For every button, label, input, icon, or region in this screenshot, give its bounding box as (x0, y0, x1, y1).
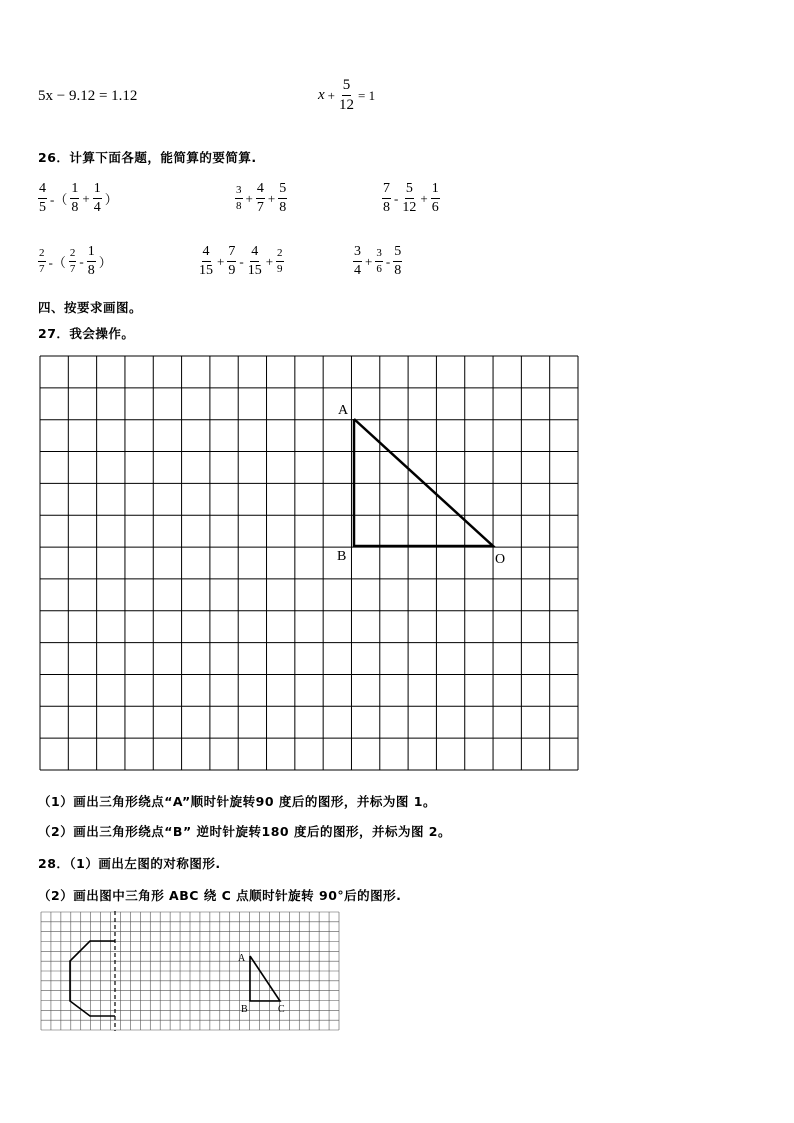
numerator: 7 (382, 182, 391, 199)
q26-expression-5 (198, 245, 284, 278)
q26-expression-1 (38, 182, 119, 215)
numerator: 1 (87, 245, 96, 262)
numerator: 3 (353, 245, 362, 262)
q26-expression-4 (38, 245, 113, 278)
operator: -（ (48, 255, 66, 270)
operator: - (394, 190, 399, 206)
label-b: B (241, 1004, 248, 1015)
numerator: 2 (69, 248, 77, 262)
operator: + (245, 190, 253, 206)
q26-expression-6 (353, 245, 402, 278)
denominator: 6 (431, 200, 439, 215)
q26-expression-2 (235, 182, 287, 215)
fraction (338, 78, 355, 113)
left-half-shape (70, 941, 115, 1016)
operator: - (239, 253, 244, 269)
question-27-title: 27．我会操作。 (38, 326, 135, 341)
equation-1 (38, 88, 137, 105)
equation-2 (318, 78, 376, 113)
q27-grid-figure (39, 355, 581, 773)
numerator: 5 (278, 182, 287, 199)
denominator: 8 (236, 200, 242, 212)
operator: + (265, 253, 274, 269)
operator: - (385, 253, 391, 269)
numerator: 3 (375, 248, 383, 262)
operator: + (267, 190, 276, 206)
operator: + (82, 190, 90, 206)
numerator: 5 (342, 78, 352, 96)
label-b: B (337, 549, 347, 564)
denominator: 15 (247, 263, 262, 278)
numerator: 7 (227, 245, 236, 262)
numerator: 3 (235, 185, 243, 199)
denominator: 12 (339, 97, 355, 113)
label-c: C (278, 1004, 285, 1015)
operator: -（ (50, 192, 68, 207)
operator: + (217, 253, 225, 269)
question-28-title: 28．（1）画出左图的对称图形. (38, 856, 221, 871)
numerator: 2 (38, 248, 46, 262)
q27-task-2: （2）画出三角形绕点“B” 逆时针旋转180 度后的图形，并标为图 2。 (38, 824, 452, 839)
q26-expression-3 (382, 182, 440, 215)
operator: + (420, 190, 428, 206)
denominator: 8 (383, 200, 390, 215)
triangle-abc (250, 956, 280, 1001)
denominator: 8 (394, 263, 402, 278)
numerator: 1 (431, 182, 440, 199)
denominator: 8 (87, 263, 95, 278)
plus-sign: + (327, 87, 336, 103)
denominator: 12 (402, 200, 417, 215)
operator: ） (104, 192, 118, 207)
numerator: 5 (405, 182, 414, 199)
numerator: 1 (93, 182, 102, 199)
numerator: 1 (70, 182, 79, 199)
numerator: 4 (250, 245, 259, 262)
operator: - (79, 253, 84, 269)
denominator: 15 (199, 263, 213, 278)
label-o: O (495, 552, 506, 567)
denominator: 7 (39, 263, 45, 275)
denominator: 6 (376, 263, 382, 275)
denominator: 7 (69, 263, 76, 275)
triangle-abo (354, 419, 493, 546)
denominator: 5 (39, 200, 46, 215)
denominator: 7 (256, 200, 264, 215)
operator: ） (98, 255, 112, 270)
numerator: 2 (276, 248, 284, 262)
variable-x: x (318, 87, 325, 103)
denominator: 4 (93, 200, 101, 215)
numerator: 4 (38, 182, 47, 199)
denominator: 8 (279, 200, 287, 215)
numerator: 4 (256, 182, 265, 199)
question-26-title: 26．计算下面各题，能简算的要简算. (38, 150, 257, 165)
equation-1-text: 5x − 9.12 = 1.12 (38, 88, 138, 104)
q27-task-1: （1）画出三角形绕点“A”顺时针旋转90 度后的图形，并标为图 1。 (38, 794, 436, 809)
denominator: 4 (354, 263, 361, 278)
denominator: 8 (71, 200, 79, 215)
q28-grid-figure (40, 911, 342, 1033)
equals-one: = 1 (358, 87, 376, 103)
section-4-heading: 四、按要求画图。 (38, 300, 143, 315)
numerator: 4 (202, 245, 211, 262)
operator: + (365, 253, 373, 269)
denominator: 9 (277, 263, 283, 275)
label-a: A (238, 953, 246, 964)
label-a: A (338, 403, 349, 418)
q28-task-2: （2）画出图中三角形 ABC 绕 C 点顺时针旋转 90°后的图形. (38, 888, 402, 903)
numerator: 5 (393, 245, 402, 262)
denominator: 9 (228, 263, 236, 278)
